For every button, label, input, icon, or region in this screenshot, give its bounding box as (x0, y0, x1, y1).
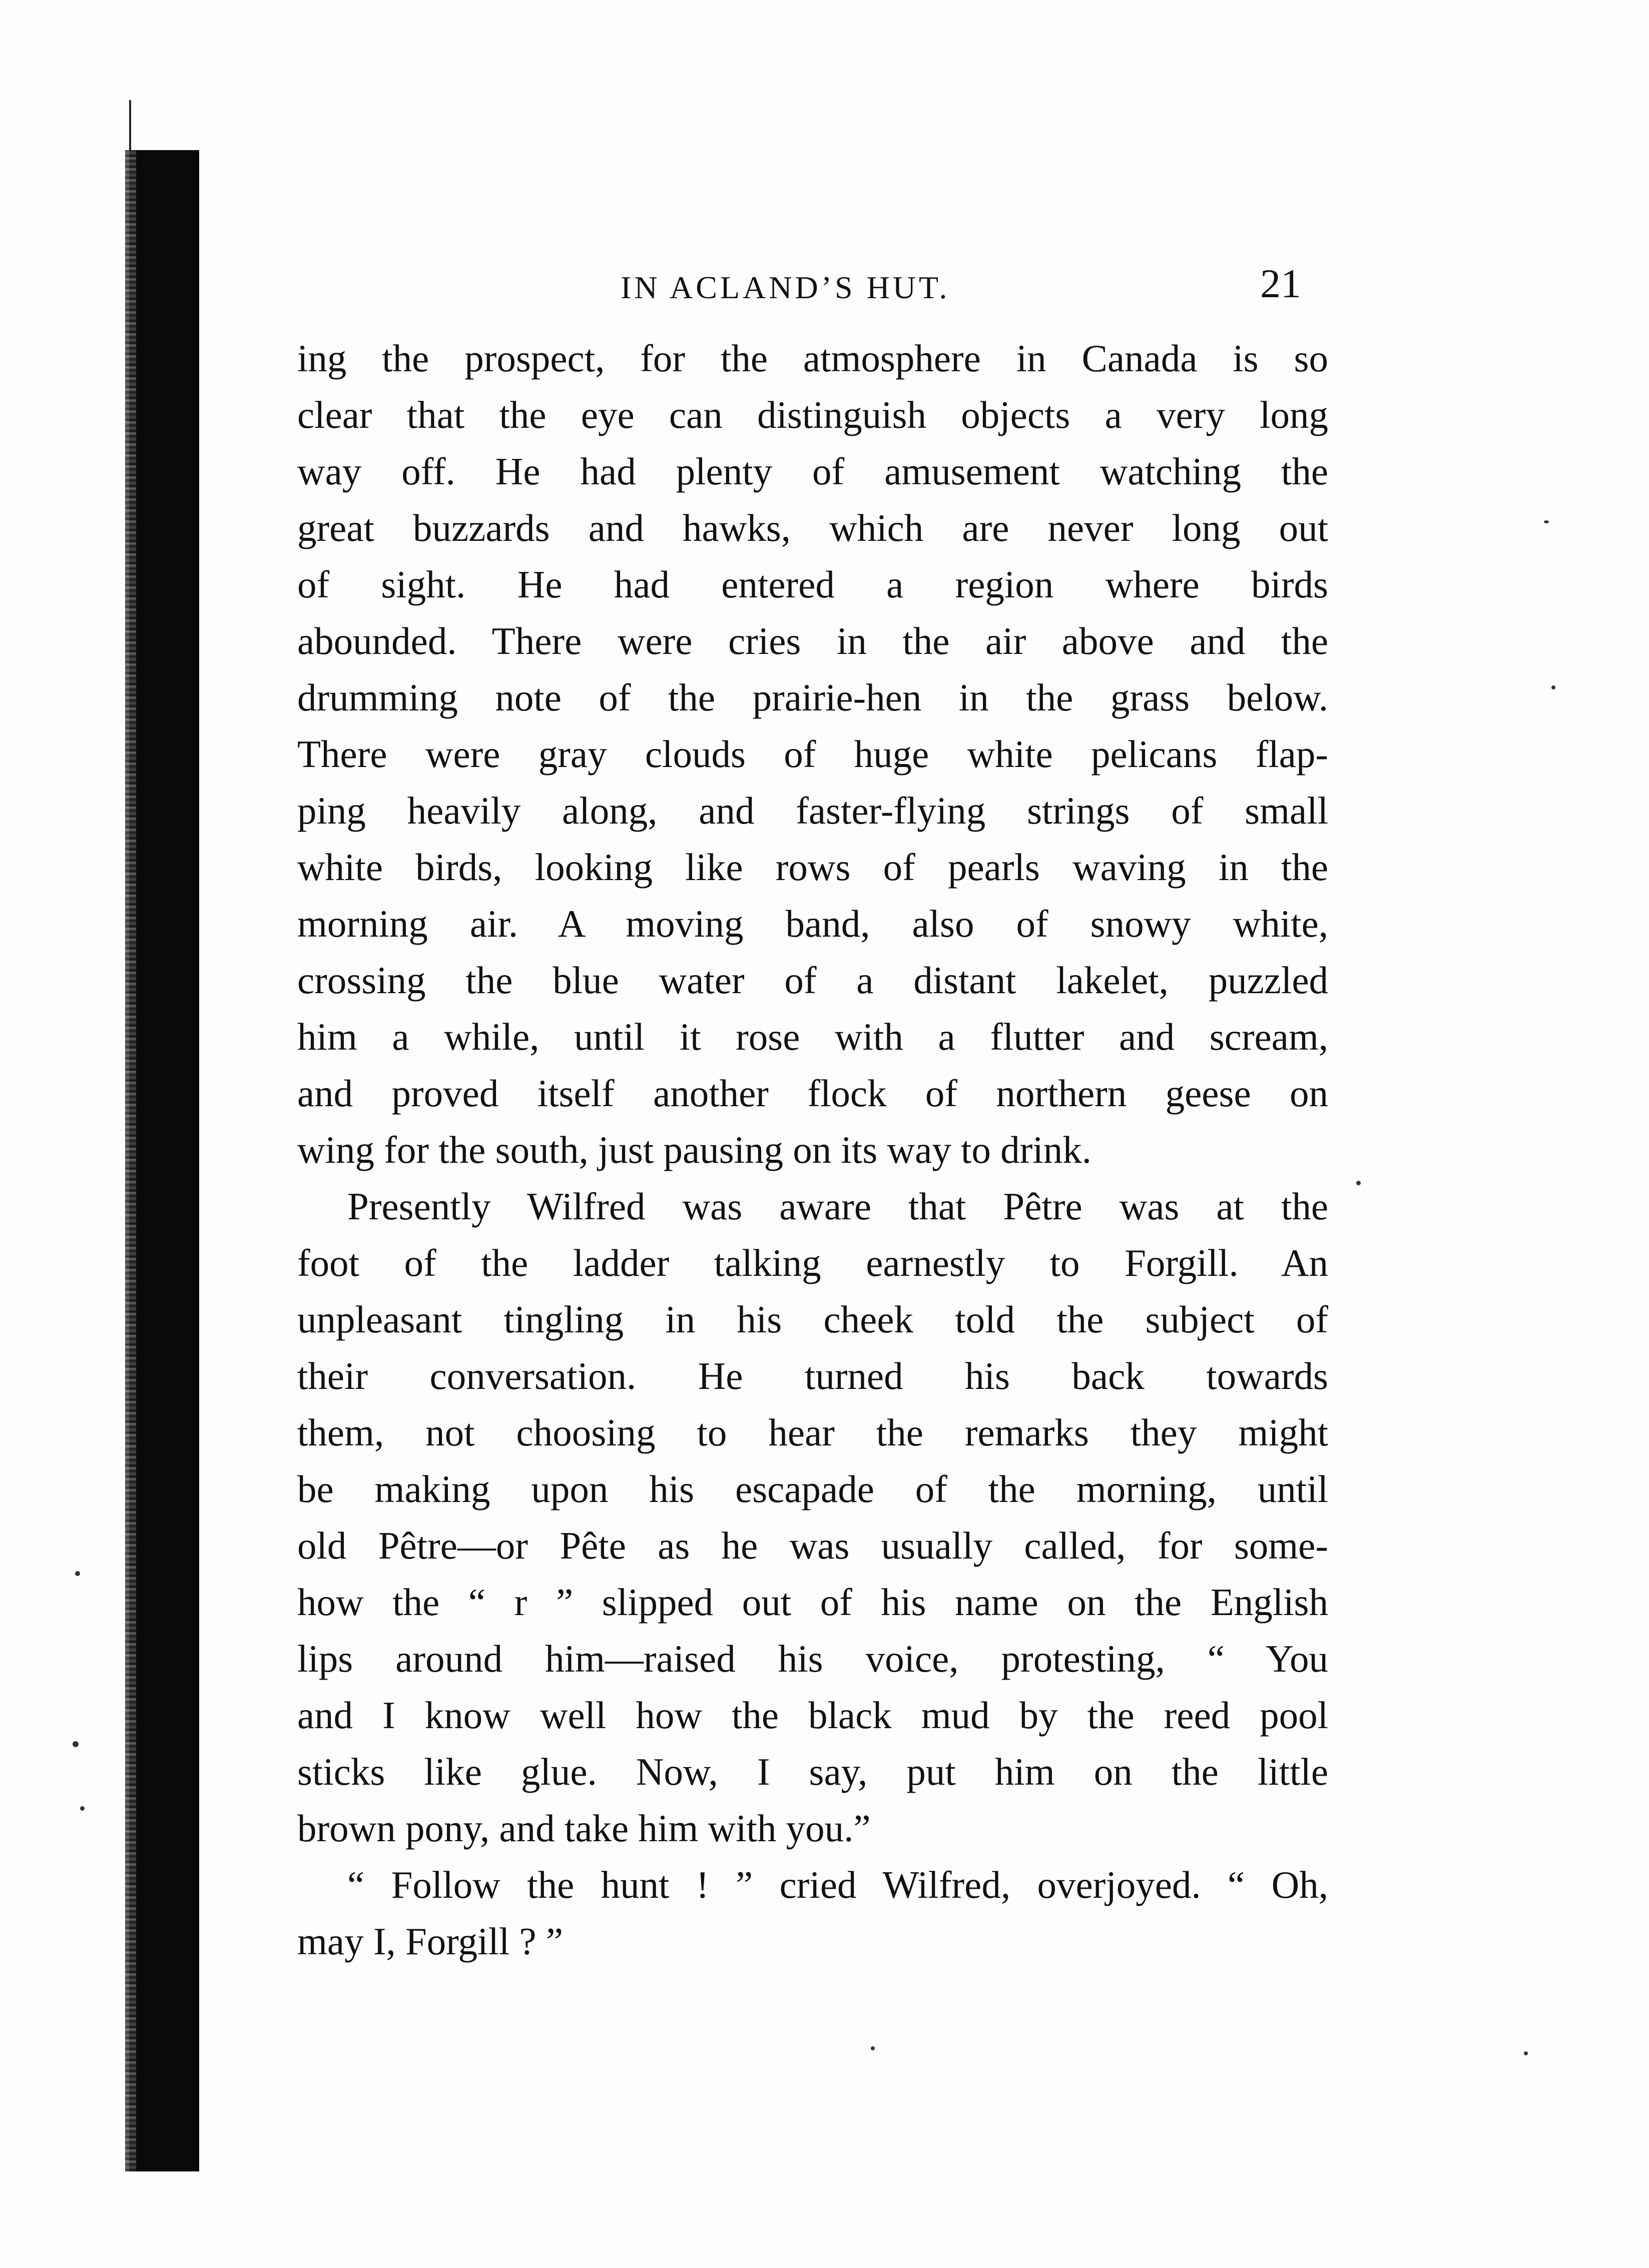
text-line: be making upon his escapade of the morning, until (297, 1467, 1328, 1510)
text-line: ping heavily along, and faster-flying strings of small (297, 789, 1328, 832)
paragraph-start-line: Presently Wilfred was aware that Pêtre was at the (347, 1185, 1328, 1228)
text-line: great buzzards and hawks, which are never long out (297, 506, 1328, 549)
text-line: them, not choosing to hear the remarks they might (297, 1411, 1328, 1454)
text-line: white birds, looking like rows of pearls waving in the (297, 846, 1328, 889)
scan-speck (1356, 1181, 1361, 1185)
text-line: drumming note of the prairie-hen in the grass below. (297, 676, 1328, 719)
scan-speck (80, 1806, 85, 1811)
text-line: and proved itself another flock of northern geese on (297, 1072, 1328, 1115)
text-line: their conversation. He turned his back towards (297, 1354, 1328, 1397)
text-line: lips around him—raised his voice, protesting, “ You (297, 1637, 1328, 1680)
text-line: old Pêtre—or Pête as he was usually called, for some- (297, 1524, 1328, 1567)
scan-speck (75, 1571, 80, 1576)
text-line: crossing the blue water of a distant lakelet, puzzled (297, 959, 1328, 1002)
text-line: sticks like glue. Now, I say, put him on the little (297, 1750, 1328, 1793)
text-line: of sight. He had entered a region where birds (297, 563, 1328, 606)
binding-gutter (129, 150, 199, 2171)
scan-speck (1551, 685, 1555, 689)
scan-speck (73, 1741, 79, 1747)
paragraph-start-line: “ Follow the hunt ! ” cried Wilfred, overjoyed. “ Oh, (347, 1863, 1328, 1906)
text-line: ing the prospect, for the atmosphere in Canada is so (297, 337, 1328, 380)
text-line: him a while, until it rose with a flutter and scream, (297, 1015, 1328, 1058)
text-line: morning air. A moving band, also of snowy white, (297, 902, 1328, 945)
text-line: clear that the eye can distinguish objects a very long (297, 393, 1328, 436)
binding-gutter-edge (125, 150, 136, 2171)
text-line: way off. He had plenty of amusement watching the (297, 450, 1328, 493)
running-title: IN ACLAND’S HUT. (621, 270, 950, 305)
text-line: unpleasant tingling in his cheek told the subject of (297, 1298, 1328, 1341)
binding-shadow-top (129, 100, 186, 150)
scan-speck (1544, 520, 1549, 523)
text-line: how the “ r ” slipped out of his name on the English (297, 1581, 1328, 1624)
page-number: 21 (1260, 261, 1301, 306)
running-head (0, 260, 1649, 315)
text-line: brown pony, and take him with you.” (297, 1807, 871, 1850)
text-line: There were gray clouds of huge white pelicans flap- (297, 732, 1328, 776)
scan-speck (871, 2046, 875, 2050)
text-line: may I, Forgill ? ” (297, 1920, 564, 1963)
text-line: abounded. There were cries in the air above and the (297, 619, 1328, 662)
text-line: wing for the south, just pausing on its way to drink. (297, 1128, 1091, 1171)
text-line: and I know well how the black mud by the reed pool (297, 1694, 1328, 1737)
text-line: foot of the ladder talking earnestly to Forgill. An (297, 1241, 1328, 1284)
body-text (297, 330, 1328, 1970)
scan-speck (1524, 2051, 1528, 2055)
